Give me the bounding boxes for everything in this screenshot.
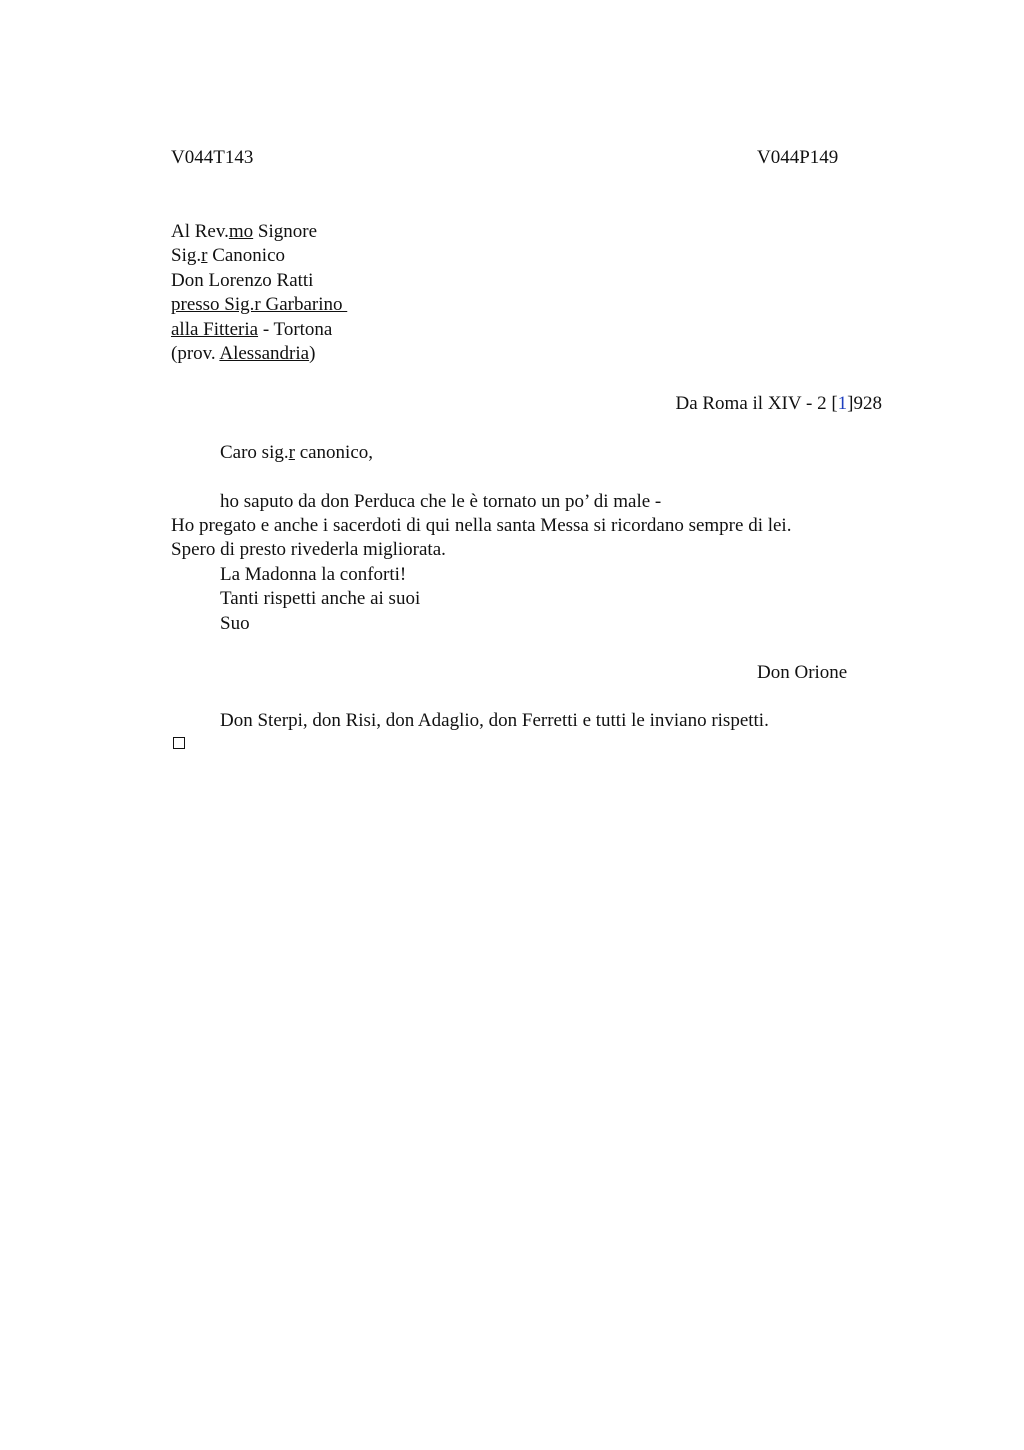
- address-line-1: Al Rev.mo Signore: [171, 221, 318, 242]
- body-line-2: Ho pregato e anche i sacerdoti di qui nella santa Messa si ricordano sempre di lei.: [171, 515, 792, 536]
- address-line-5: alla Fitteria - Tortona: [171, 319, 333, 340]
- salutation: Caro sig.r canonico,: [220, 442, 374, 463]
- empty-box-icon: [173, 737, 185, 749]
- dateline: Da Roma il XIV - 2 [1]928: [675, 393, 882, 414]
- address-line-4: presso Sig.r Garbarino: [171, 294, 348, 315]
- address-line-3: Don Lorenzo Ratti: [171, 270, 314, 291]
- document-code-right: V044P149: [757, 147, 839, 168]
- postscript: Don Sterpi, don Risi, don Adaglio, don Ferretti e tutti le inviano rispetti.: [220, 710, 769, 731]
- body-line-3: Spero di presto rivederla migliorata.: [171, 539, 446, 560]
- body-line-5: Tanti rispetti anche ai suoi: [220, 588, 421, 609]
- address-line-2: Sig.r Canonico: [171, 245, 286, 266]
- signature: Don Orione: [757, 662, 848, 683]
- body-line-6: Suo: [220, 613, 250, 634]
- body-line-1: ho saputo da don Perduca che le è tornato un po’ di male -: [220, 491, 662, 512]
- document-code-left: V044T143: [171, 147, 254, 168]
- body-line-4: La Madonna la conforti!: [220, 564, 407, 585]
- address-line-6: (prov. Alessandria): [171, 343, 316, 364]
